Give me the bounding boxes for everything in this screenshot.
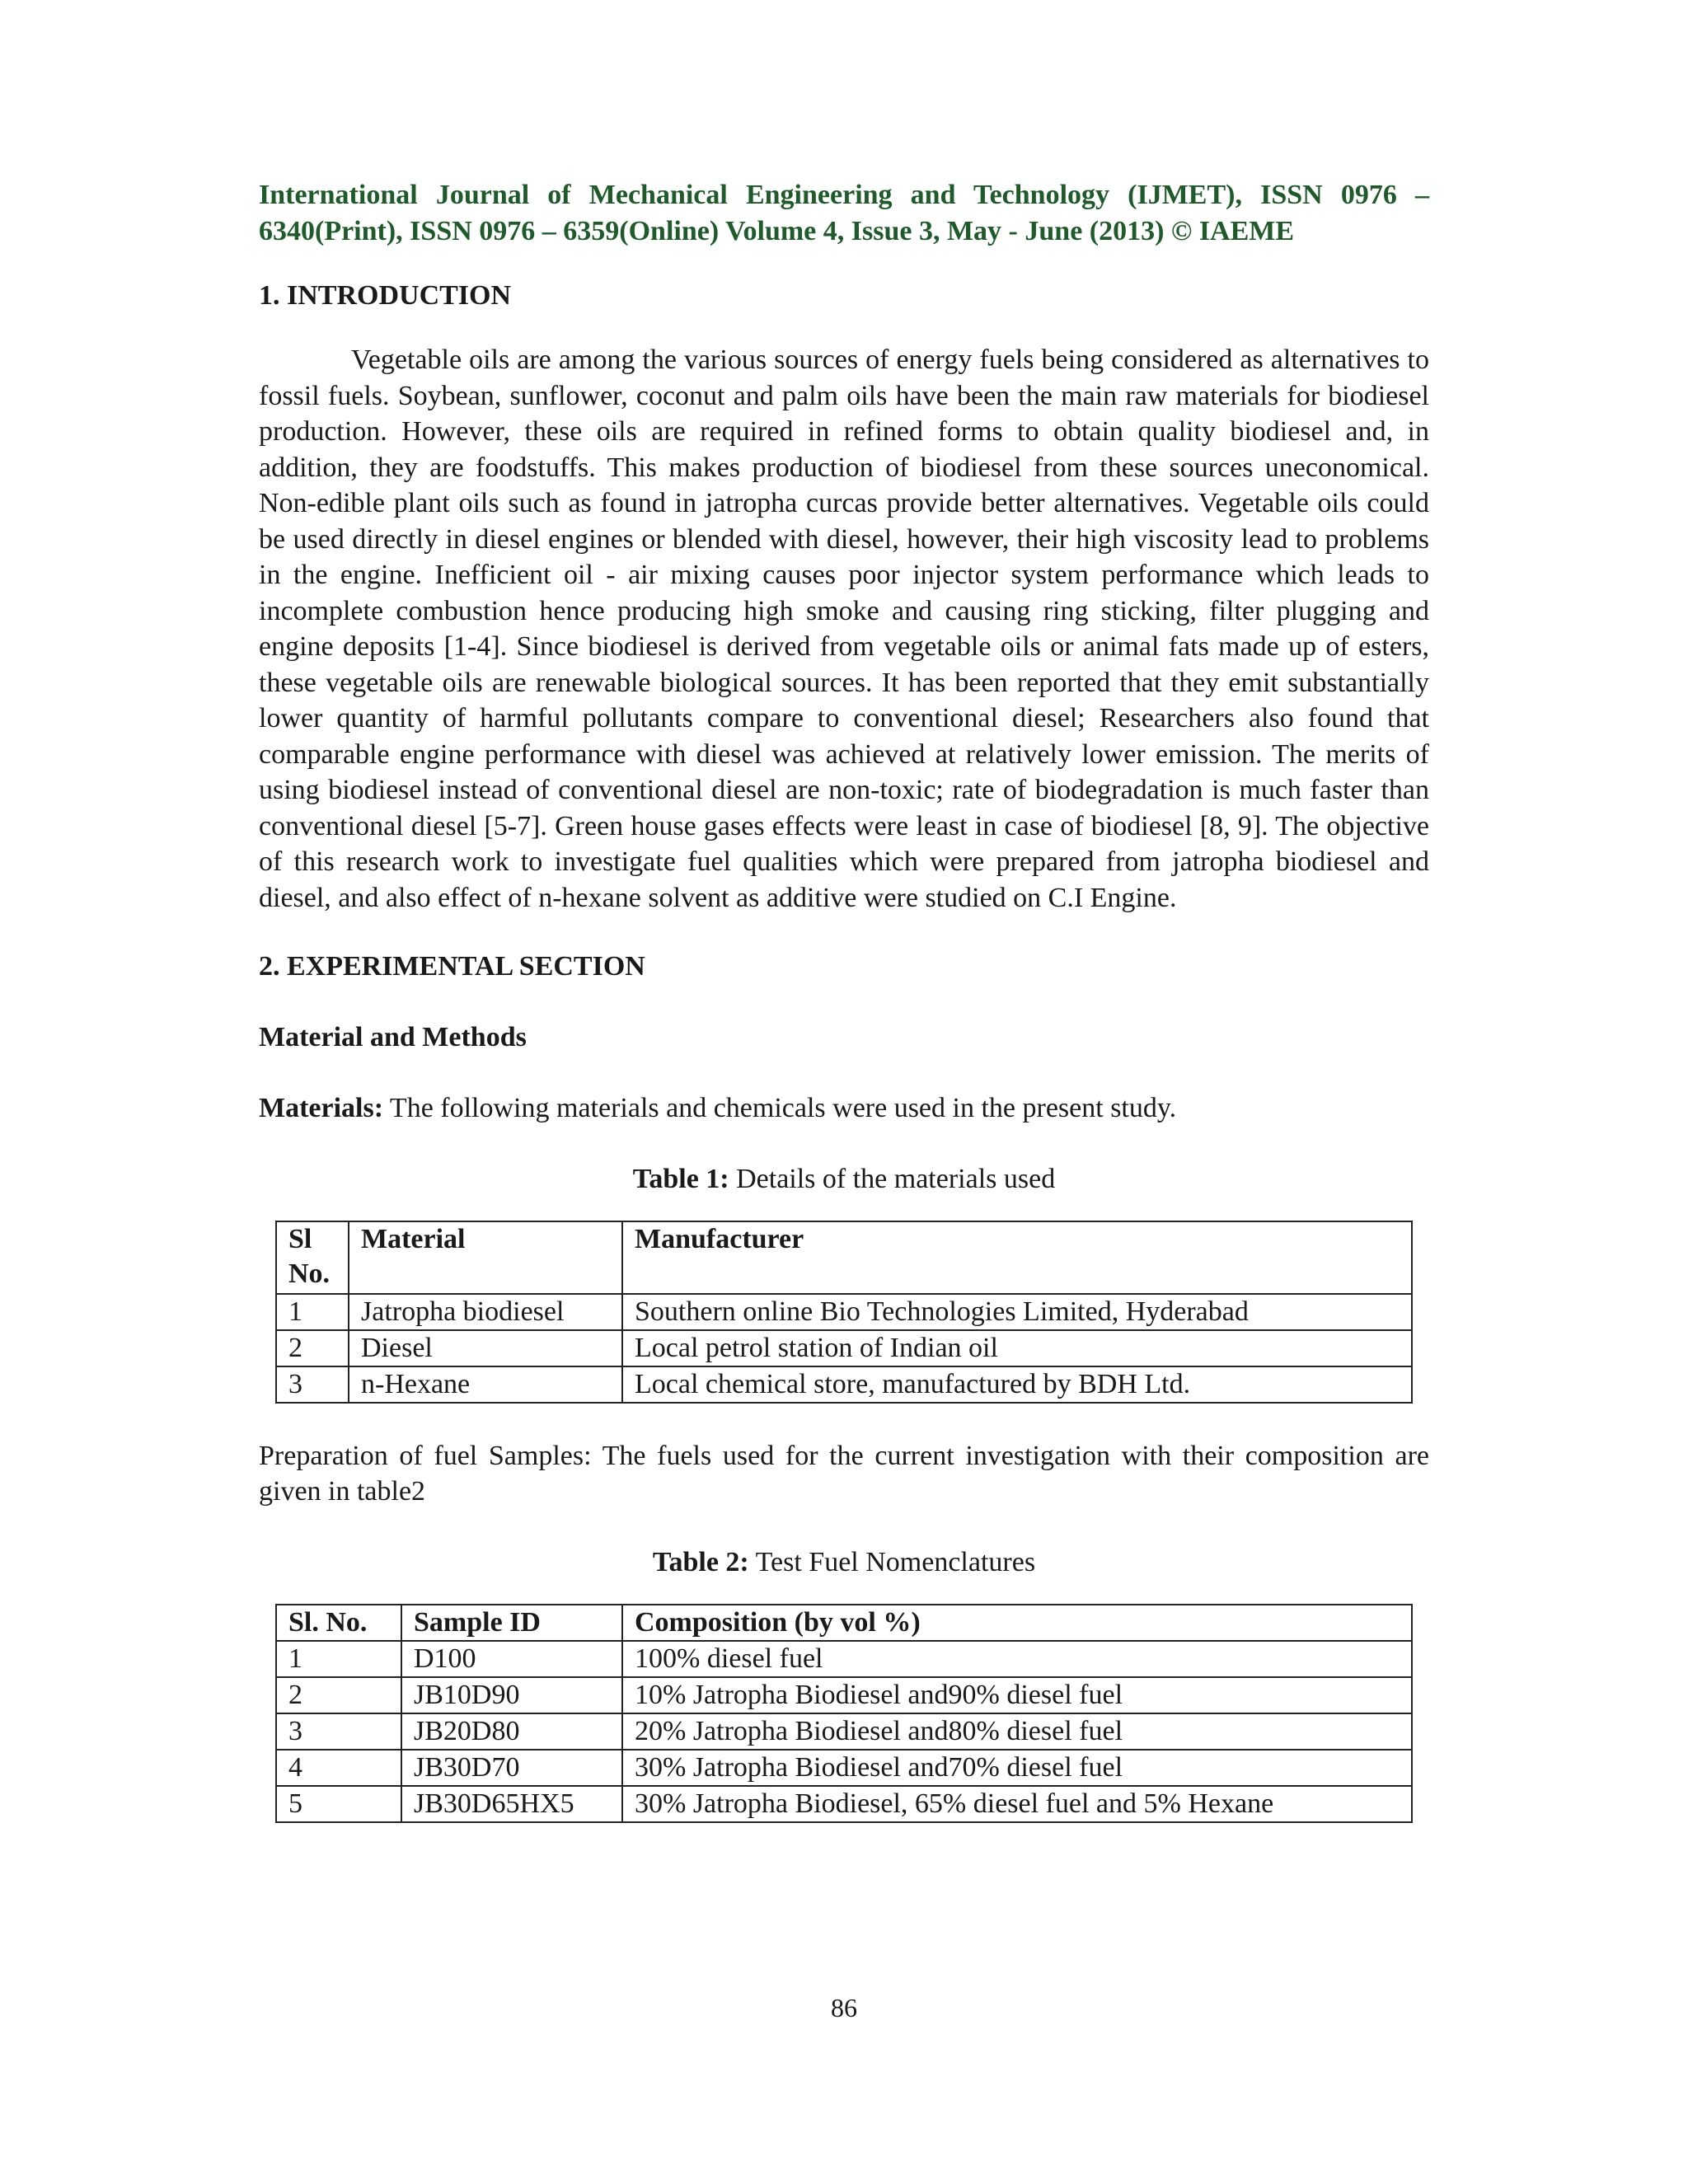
table-cell: JB30D65HX5	[401, 1786, 622, 1822]
table-cell: Jatropha biodiesel	[349, 1294, 622, 1330]
table1-caption-text: Details of the materials used	[729, 1163, 1056, 1194]
table-header-cell: Material	[349, 1221, 622, 1294]
table-header-cell: Composition (by vol %)	[622, 1605, 1412, 1641]
page-content	[259, 177, 1429, 1823]
intro-paragraph: Vegetable oils are among the various sources of energy fuels being considered as alternatives to fossil fuels. Soybean, sunflower, coconut and palm oils have been the main raw materials for biodiesel production. However, these oils are required in refined forms to obtain quality biodiesel and, in addition, they are foodstuffs. This makes production of biodiesel from these sources uneconomical. Non-edible plant oils such as found in jatropha curcas provide better alternatives. Vegetable oils could be used directly in diesel engines or blended with diesel, however, their high viscosity lead to problems in the engine. Inefficient oil - air mixing causes poor injector system performance which leads to incomplete combustion hence producing high smoke and causing ring sticking, filter plugging and engine deposits [1-4]. Since biodiesel is derived from vegetable oils or animal fats made up of esters, these vegetable oils are renewable biological sources. It has been reported that they emit substantially lower quantity of harmful pollutants compare to conventional diesel; Researchers also found that comparable engine performance with diesel was achieved at relatively lower emission. The merits of using biodiesel instead of conventional diesel are non-toxic; rate of biodegradation is much faster than conventional diesel [5-7]. Green house gases effects were least in case of biodiesel [8, 9]. The objective of this research work to investigate fuel qualities which were prepared from jatropha biodiesel and diesel, and also effect of n-hexane solvent as additive were studied on C.I Engine.	[259, 344, 1429, 913]
table-cell: 20% Jatropha Biodiesel and80% diesel fuel	[622, 1713, 1412, 1750]
table-row	[276, 1713, 1412, 1750]
table-cell: 3	[276, 1713, 401, 1750]
materials-text: The following materials and chemicals were used in the present study.	[383, 1093, 1177, 1123]
table-header-row	[276, 1221, 1412, 1294]
page-number: 86	[831, 1993, 857, 2022]
table-cell: 4	[276, 1750, 401, 1786]
table-header-cell: Sl No.	[276, 1221, 349, 1294]
table-cell: D100	[401, 1641, 622, 1677]
table-cell: 5	[276, 1786, 401, 1822]
table-cell: 1	[276, 1641, 401, 1677]
table-cell: Diesel	[349, 1330, 622, 1366]
table-row	[276, 1366, 1412, 1403]
materials-label: Materials:	[259, 1093, 384, 1123]
table-header-row	[276, 1605, 1412, 1641]
table-row	[276, 1330, 1412, 1366]
table-cell: 1	[276, 1294, 349, 1330]
table-cell: 10% Jatropha Biodiesel and90% diesel fuel	[622, 1677, 1412, 1713]
table-row	[276, 1786, 1412, 1822]
table2-caption	[259, 1544, 1429, 1581]
table-cell: Southern online Bio Technologies Limited, Hyderabad	[622, 1294, 1412, 1330]
table-cell: JB30D70	[401, 1750, 622, 1786]
fuel-nomenclature-table	[275, 1604, 1413, 1823]
table-header-cell: Sl. No.	[276, 1605, 401, 1641]
table-header-cell: Manufacturer	[622, 1221, 1412, 1294]
table-cell: 100% diesel fuel	[622, 1641, 1412, 1677]
table2-caption-text: Test Fuel Nomenclatures	[748, 1546, 1036, 1577]
table-cell: 3	[276, 1366, 349, 1403]
table-cell: n-Hexane	[349, 1366, 622, 1403]
table-row	[276, 1750, 1412, 1786]
table-row	[276, 1641, 1412, 1677]
table1-caption-label: Table 1:	[632, 1163, 729, 1194]
table-cell: 2	[276, 1677, 401, 1713]
experimental-heading: 2. EXPERIMENTAL SECTION	[259, 951, 645, 982]
table-cell: 30% Jatropha Biodiesel and70% diesel fuel	[622, 1750, 1412, 1786]
materials-statement	[259, 1090, 1429, 1127]
material-methods-subheading: Material and Methods	[259, 1022, 527, 1052]
table-row	[276, 1677, 1412, 1713]
table-row	[276, 1294, 1412, 1330]
table-cell: JB10D90	[401, 1677, 622, 1713]
table2-caption-label: Table 2:	[652, 1546, 749, 1577]
table1-caption	[259, 1161, 1429, 1197]
materials-table	[275, 1221, 1413, 1404]
table-cell: Local chemical store, manufactured by BDH Ltd.	[622, 1366, 1412, 1403]
table-cell: JB20D80	[401, 1713, 622, 1750]
preparation-paragraph: Preparation of fuel Samples: The fuels used for the current investigation with their composition are given in table2	[259, 1440, 1429, 1507]
table-cell: 2	[276, 1330, 349, 1366]
table-cell: 30% Jatropha Biodiesel, 65% diesel fuel and 5% Hexane	[622, 1786, 1412, 1822]
journal-header: International Journal of Mechanical Engineering and Technology (IJMET), ISSN 0976 – 6340(Print), ISSN 0976 – 6359(Online) Volume 4, Issue 3, May - June (2013) © IAEME	[259, 180, 1429, 246]
table-header-cell: Sample ID	[401, 1605, 622, 1641]
table-cell: Local petrol station of Indian oil	[622, 1330, 1412, 1366]
intro-heading: 1. INTRODUCTION	[259, 280, 512, 311]
